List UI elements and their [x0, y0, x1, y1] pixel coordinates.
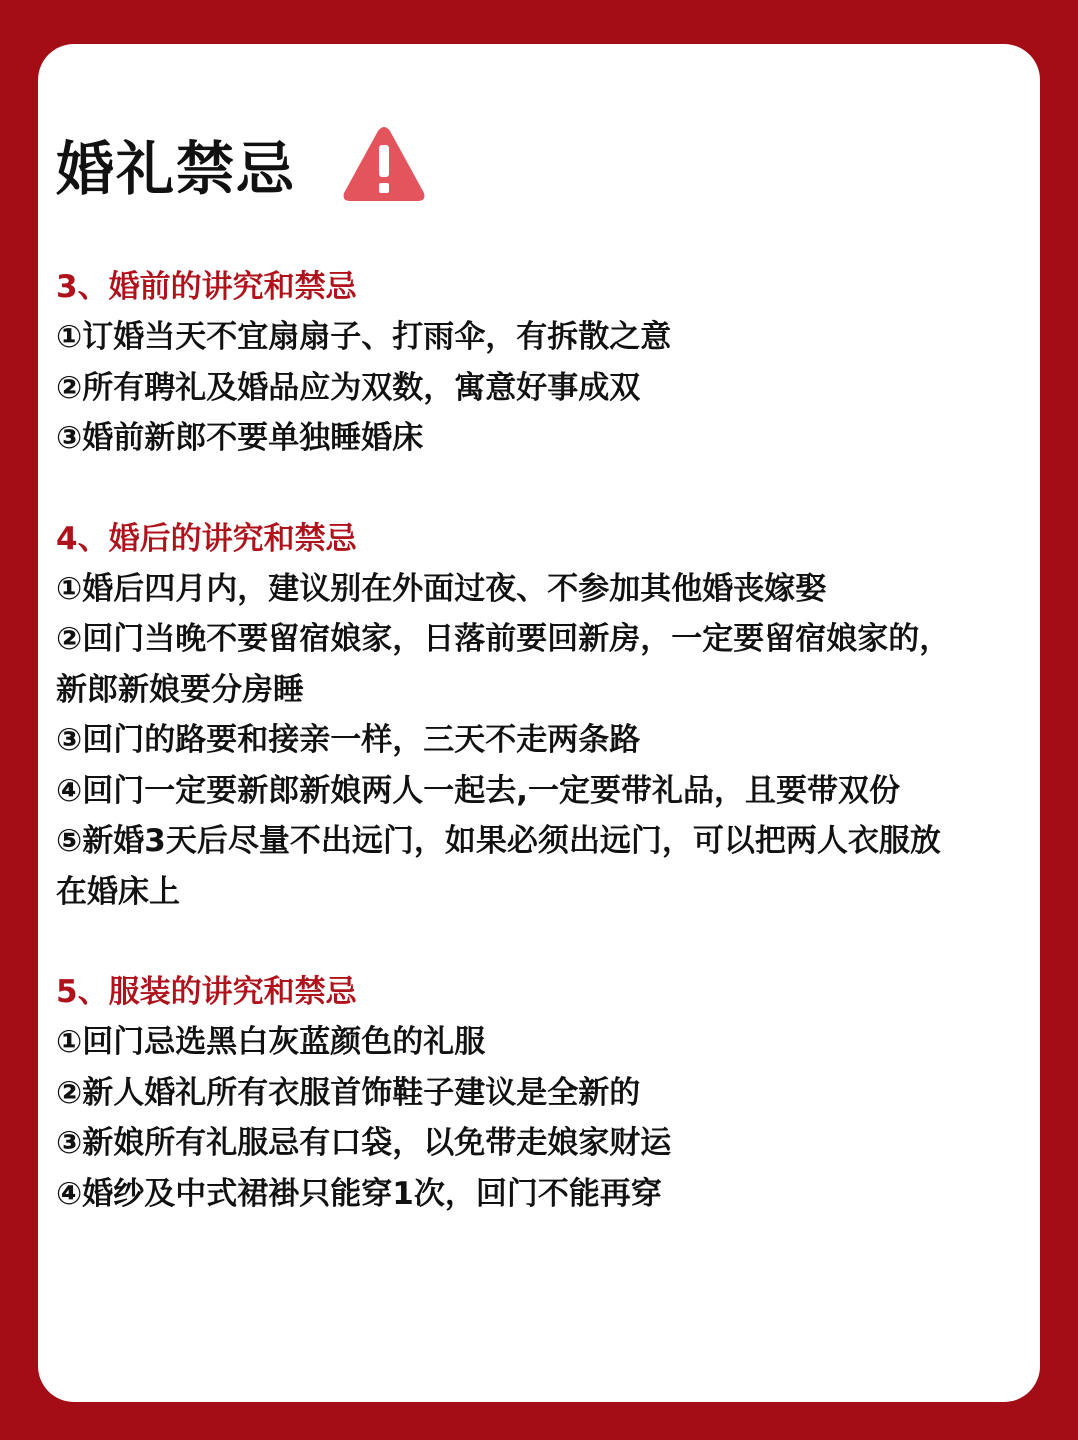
list-item: ③婚前新郎不要单独睡婚床: [56, 420, 424, 456]
section-heading: 4、婚后的讲究和禁忌: [56, 520, 357, 557]
page-title: 婚礼禁忌: [56, 135, 297, 203]
list-item: ③新娘所有礼服忌有口袋，以免带走娘家财运: [56, 1125, 672, 1161]
list-item: ①订婚当天不宜扇扇子、打雨伞，有拆散之意: [56, 319, 672, 355]
list-item: ②新人婚礼所有衣服首饰鞋子建议是全新的: [56, 1074, 641, 1111]
section-heading: 3、婚前的讲究和禁忌: [56, 269, 357, 305]
section-clothing: [56, 967, 966, 1219]
section-before-wedding: [56, 262, 966, 464]
title-row: [56, 114, 426, 214]
list-item: ④婚纱及中式裙褂只能穿1次，回门不能再穿: [56, 1175, 662, 1212]
section-heading: 5、服装的讲究和禁忌: [56, 974, 357, 1010]
list-item: ②回门当晚不要留宿娘家，日落前要回新房，一定要留宿娘家的，新郎新娘要分房睡: [56, 621, 951, 708]
list-item: ⑤新婚3天后尽量不出远门，如果必须出远门，可以把两人衣服放在婚床上: [56, 823, 941, 910]
list-item: ①婚后四月内，建议别在外面过夜、不参加其他婚丧嫁娶: [56, 570, 827, 607]
warning-triangle-icon: [342, 125, 426, 203]
list-item: ③回门的路要和接亲一样，三天不走两条路: [56, 722, 641, 758]
list-item: ④回门一定要新郎新娘两人一起去,一定要带礼品，且要带双份: [56, 772, 901, 809]
list-item: ②所有聘礼及婚品应为双数，寓意好事成双: [56, 369, 641, 406]
sections-list: [56, 262, 966, 1269]
section-after-wedding: [56, 514, 966, 918]
list-item: ①回门忌选黑白灰蓝颜色的礼服: [56, 1024, 486, 1060]
